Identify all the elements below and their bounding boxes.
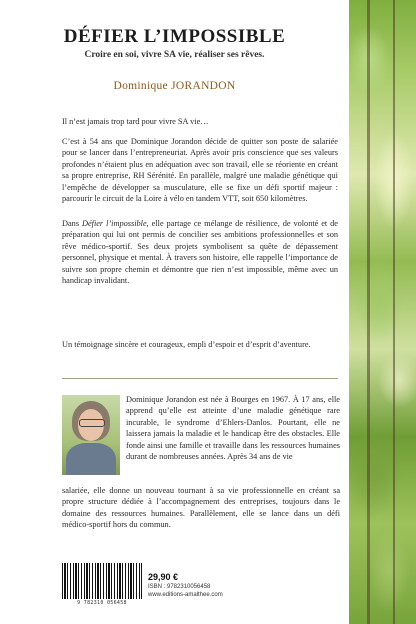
author-name: Dominique JORANDON	[113, 80, 236, 92]
book-title: DÉFIER L’IMPOSSIBLE	[63, 26, 286, 47]
publisher-website: www.editions-amalthee.com	[148, 592, 223, 598]
blurb-closing: Un témoignage sincère et courageux, empli d’espoir et d’esprit d’aventure.	[62, 340, 311, 349]
author-bio: Dominique Jorandon est née à Bourges en 1967. À 17 ans, elle apprend qu’elle est atteinte d’une maladie génétique rare incurable, le syndrome d’Ehlers-Danlos. Pourtant, elle ne laissera jamais la maladie et le handicap être des obstacles. Elle fonde ainsi une famille et travaille dans les ressources humaines durant de nombreuses années. Après 34 ans de vie	[126, 395, 340, 462]
book-subtitle: Croire en soi, vivre SA vie, réaliser ses rêves.	[84, 50, 265, 60]
isbn: ISBN : 9782310056458	[148, 584, 211, 590]
divider	[62, 378, 338, 379]
author-bio-continued: salariée, elle donne un nouveau tournant à sa vie professionnelle en créant sa propre structure dédiée à l’accompagnement des entreprises, toujours dans le domaine des ressources humaines. Parallèlement, elle se lance dans un défi médico-sportif hors du commun.	[62, 486, 340, 530]
blurb-text: Dans	[62, 219, 82, 228]
barcode	[62, 563, 142, 599]
book-title-inline: Défier l’impossible	[81, 219, 147, 228]
blurb-text: , elle partage ce mélange de résilience, de volonté et de préparation qui lui ont permis de concilier ses ambitions professionnelles et son rêve médico-sportif. Ses deux projets symbolisent sa quête de dépassement personnel, physique et mental. À travers son histoire, elle rappelle l’importance de suivre son propre chemin et démontre que rien n’est impossible, même avec un handicap invalidant.	[62, 219, 338, 286]
author-photo	[62, 395, 120, 475]
barcode-digits: 9 782310 056458	[77, 600, 127, 606]
blurb-paragraph: C’est à 54 ans que Dominique Jorandon décide de quitter son poste de salariée pour se lancer dans l’entrepreneuriat. Après avoir pris conscience que ses valeurs profondes n’étaient plus en adéquation avec son travail, elle se réoriente en créant sa propre entreprise, RH Sérénité. En parallèle, malgré une maladie génétique qui l’empêche de développer sa musculature, elle se fixe un défi sportif majeur : parcourir le circuit de la Loire à vélo en tandem VTT, soit 650 kilomètres.	[62, 137, 338, 204]
forest-photo	[349, 0, 416, 624]
blurb-paragraph	[62, 218, 338, 286]
price: 29,90 €	[148, 572, 179, 582]
blurb-intro: Il n’est jamais trop tard pour vivre SA vie…	[62, 117, 209, 126]
